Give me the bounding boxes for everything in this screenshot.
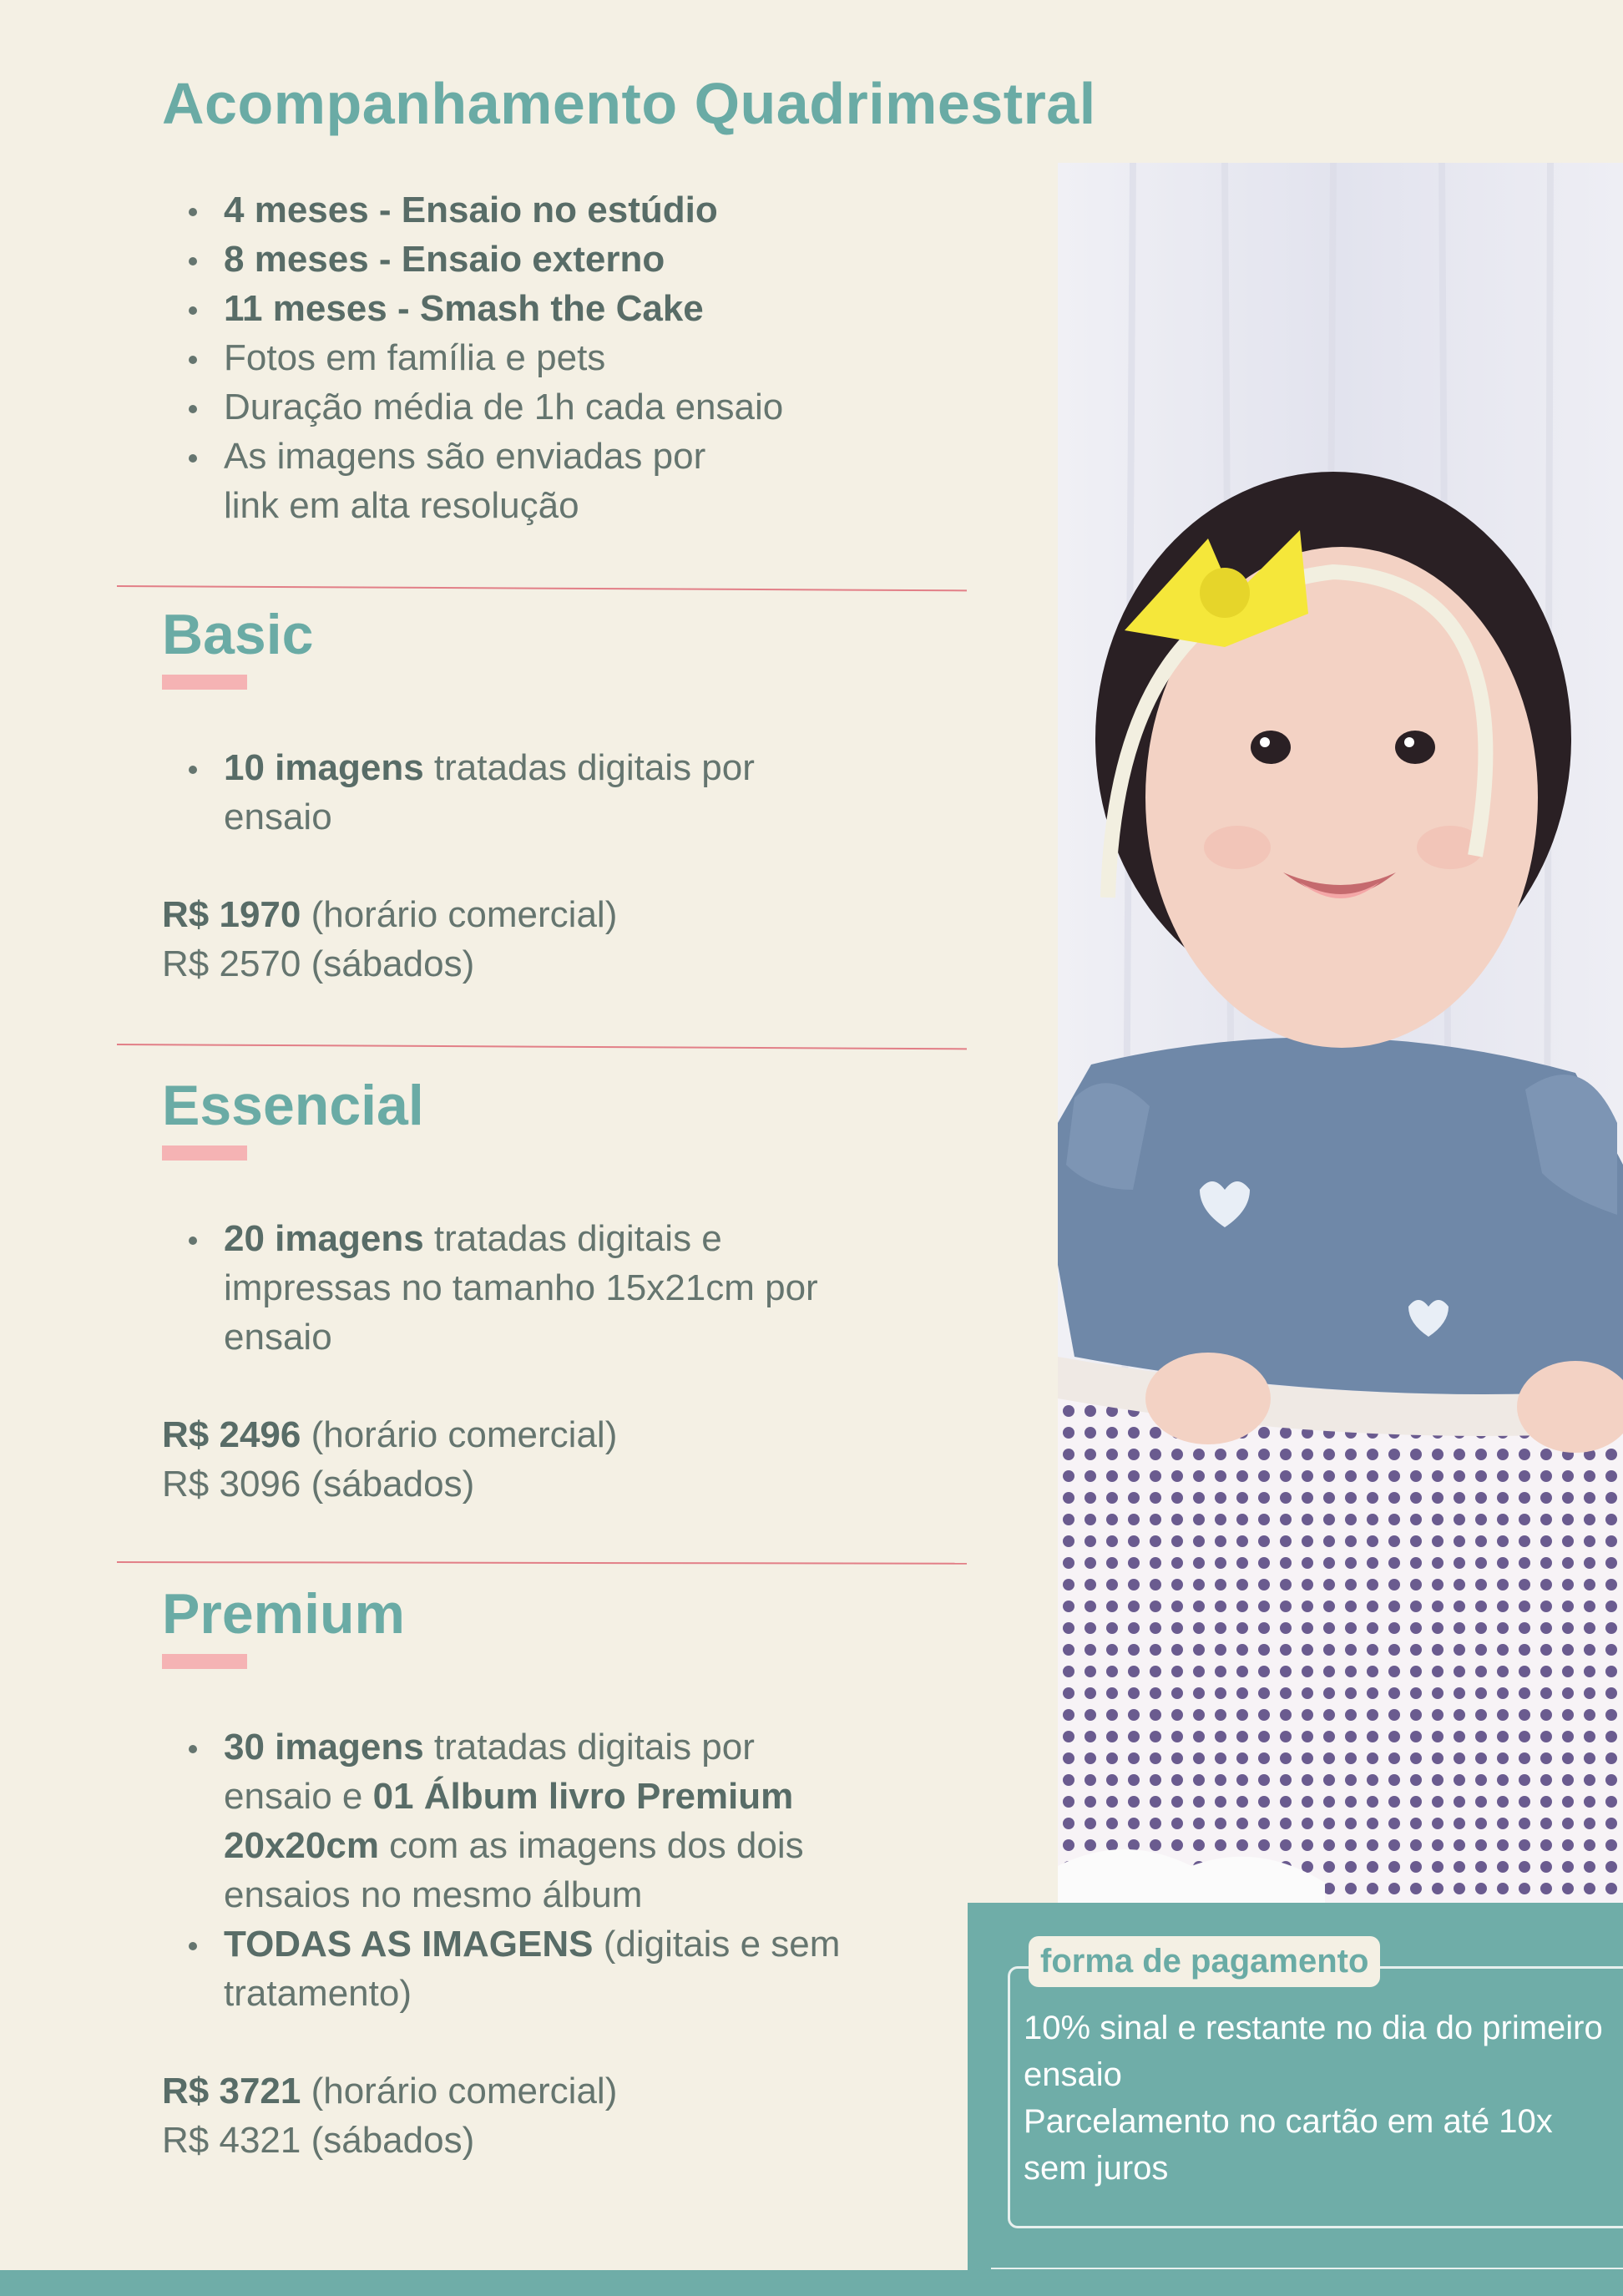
payment-bottom-line [991,2268,1623,2269]
footer-bar [0,2270,1623,2296]
intro-list [162,185,913,530]
payment-line: Parcelamento no cartão em até 10x sem juros [1024,2103,1553,2187]
payment-line: 10% sinal e restante no dia do primeiro ensaio [1024,2010,1603,2093]
list-item: 20 imagens tratadas digitais e impressas no tamanho 15x21cm por ensaio [162,1214,858,1362]
price: R$ 2496 (horário comercial) R$ 3096 (sábados) [162,1414,618,1505]
package-basic [162,601,913,989]
divider-basic [117,585,967,591]
list-item: Fotos em família e pets [162,333,913,382]
page-title: Acompanhamento Quadrimestral [162,71,1096,136]
list-item: As imagens são enviadas por link em alta resolução [162,432,758,530]
divider-premium [117,1561,967,1565]
package-essencial [162,1072,913,1509]
package-premium [162,1580,913,2165]
payment-label: forma de pagamento [1029,1936,1380,1987]
list-item: TODAS AS IMAGENS (digitais e sem tratamento) [162,1919,858,2018]
payment-box [968,1903,1623,2270]
title-accent-bar [162,675,247,690]
package-title: Premium [162,1582,405,1646]
title-accent-bar [162,1145,247,1161]
list-item: 11 meses - Smash the Cake [162,284,913,333]
list-item: 10 imagens tratadas digitais por ensaio [162,743,825,842]
price: R$ 3721 (horário comercial) R$ 4321 (sábados) [162,2071,618,2161]
baby-in-basket-illustration [1058,163,1623,1904]
divider-essencial [117,1044,967,1049]
list-item: Duração média de 1h cada ensaio [162,382,913,432]
price: R$ 1970 (horário comercial) R$ 2570 (sábados) [162,894,618,984]
list-item: 4 meses - Ensaio no estúdio [162,185,913,235]
package-title: Basic [162,603,314,666]
list-item: 8 meses - Ensaio externo [162,235,913,284]
title-accent-bar [162,1654,247,1669]
package-title: Essencial [162,1074,424,1137]
payment-text [1024,2005,1616,2192]
baby-photo [1058,163,1623,1904]
list-item: 30 imagens tratadas digitais por ensaio e 01 Álbum livro Premium 20x20cm com as imagens dos dois ensaios no mesmo álbum [162,1722,858,1919]
